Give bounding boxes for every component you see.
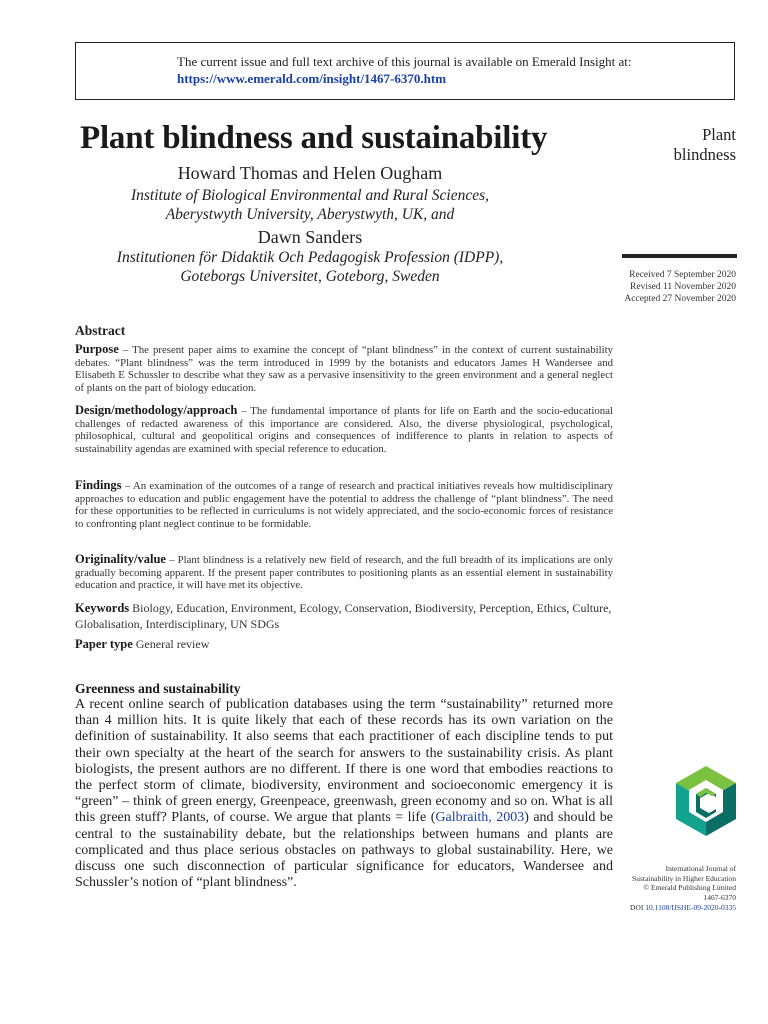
running-head: [674, 125, 736, 165]
author-affiliation-2: [80, 248, 540, 286]
affiliation-line: Aberystwyth University, Aberystwyth, UK, and: [165, 206, 455, 223]
keywords-text: Biology, Education, Environment, Ecology, Conservation, Biodiversity, Perception, Ethics, Culture, Globalisation, Interdisciplinary, UN SDGs: [75, 601, 612, 631]
archive-notice-text: The current issue and full text archive of this journal is available on Emerald Insight at:: [177, 54, 632, 69]
paper-title: Plant blindness and sustainability: [80, 120, 548, 156]
revised-date: Revised 11 November 2020: [630, 282, 736, 292]
journal-name-line: Sustainability in Higher Education: [632, 873, 736, 883]
article-history-dates: [624, 269, 736, 305]
journal-archive-notice: [75, 42, 735, 100]
paper-type: [75, 636, 615, 652]
affiliation-line: Goteborgs Universitet, Goteborg, Sweden: [180, 268, 440, 285]
running-head-line: blindness: [673, 145, 736, 164]
findings-text: – An examination of the outcomes of a range of research and practical initiatives reveals how multidisciplinary approaches to education and public engagement have the potential to address the challenge of “plant blindness”. The need for these opportunities to be reflected in curriculums is not widely appreciated, and the socio-economic forces of resistance to confronting plant neglect continue to be formidable.: [75, 480, 613, 531]
design-label: Design/methodology/approach: [75, 403, 238, 417]
paper-type-text: General review: [132, 637, 210, 651]
abstract-originality: [75, 553, 613, 592]
keywords-label: Keywords: [75, 601, 130, 615]
journal-info: [630, 864, 736, 913]
design-text: – The fundamental importance of plants for life on Earth and the socio-educational challenges of redacted awareness of this importance are considered. Also, the diverse physiological, psychological, philosophical, cultural and geopolitical origins and consequences of indifference to plants in relation to aspects of sustainability agendas are examined with special reference to education.: [75, 405, 613, 456]
journal-name-line: International Journal of: [665, 864, 736, 873]
body-text: ) and should be central to the sustainability debate, but the relationships between humans and plants are complicated and thus place serious obstacles on pathways to global sustainability. Here, we discuss one such disconnection of particular significance for educators, Wandersee and Schussler’s notion of “plant blindness”.: [75, 810, 613, 891]
author-names-2: Dawn Sanders: [257, 227, 363, 247]
issn: 1467-6370: [703, 893, 736, 903]
running-head-line: Plant: [702, 125, 736, 144]
abstract-heading: Abstract: [75, 323, 126, 338]
doi-link[interactable]: 10.1108/IJSHE-09-2020-0335: [645, 902, 736, 912]
doi-line: [630, 903, 736, 913]
originality-label: Originality/value: [75, 552, 166, 566]
margin-divider: [622, 254, 737, 258]
section-heading: Greenness and sustainability: [75, 681, 241, 696]
emerald-logo-icon: [676, 766, 736, 836]
accepted-date: Accepted 27 November 2020: [624, 294, 736, 304]
abstract-findings: [75, 479, 613, 531]
publisher-line: © Emerald Publishing Limited: [643, 883, 736, 893]
body-text: A recent online search of publication databases using the term “sustainability” returned more than 4 million hits. It is quite likely that each of these records has its own variation on the definition of sustainability. It also seems that each practitioner of each discipline tends to put their own specialty at the heart of the search for answers to the sustainability crisis. As plant biologists, the present authors are no different. If there is one word that embodies reactions to the perfect storm of climate, biodiversity, environment and socioeconomic emergency it is “green” – think of green energy, Greenpeace, greenwash, green economy and so on. What is all this green stuff? Plants, of course. We argue that plants = life (: [75, 697, 613, 826]
author-names-1: Howard Thomas and Helen Ougham: [177, 163, 443, 183]
journal-url-link[interactable]: https://www.emerald.com/insight/1467-6370.htm: [177, 71, 447, 86]
paper-type-label: Paper type: [75, 637, 133, 651]
received-date: Received 7 September 2020: [629, 270, 736, 280]
originality-text: – Plant blindness is a relatively new field of research, and the full breadth of its implications are only gradually becoming apparent. If the present paper contributes to positioning plants as an essential element in sustainability education and practice, it will have met its objective.: [75, 554, 613, 592]
author-affiliation-1: [80, 186, 540, 224]
abstract-design: [75, 404, 613, 456]
doi-label: DOI: [630, 902, 646, 912]
body-paragraph: [75, 697, 613, 891]
affiliation-line: Institute of Biological Environmental and Rural Sciences,: [130, 187, 489, 204]
affiliation-line: Institutionen för Didaktik Och Pedagogisk Profession (IDPP),: [116, 249, 504, 266]
purpose-label: Purpose: [75, 342, 119, 356]
citation-link[interactable]: Galbraith, 2003: [435, 810, 525, 826]
abstract-purpose: [75, 343, 613, 395]
findings-label: Findings: [75, 478, 122, 492]
purpose-text: – The present paper aims to examine the concept of “plant blindness” in the context of current sustainability debates. “Plant blindness” was the term introduced in 1999 by the botanists and educators James H Wandersee and Elisabeth E Schussler to describe what they saw as a pervasive insensitivity to the green environment and a general neglect of plants on the part of biology education.: [75, 344, 613, 395]
keywords: [75, 600, 615, 632]
